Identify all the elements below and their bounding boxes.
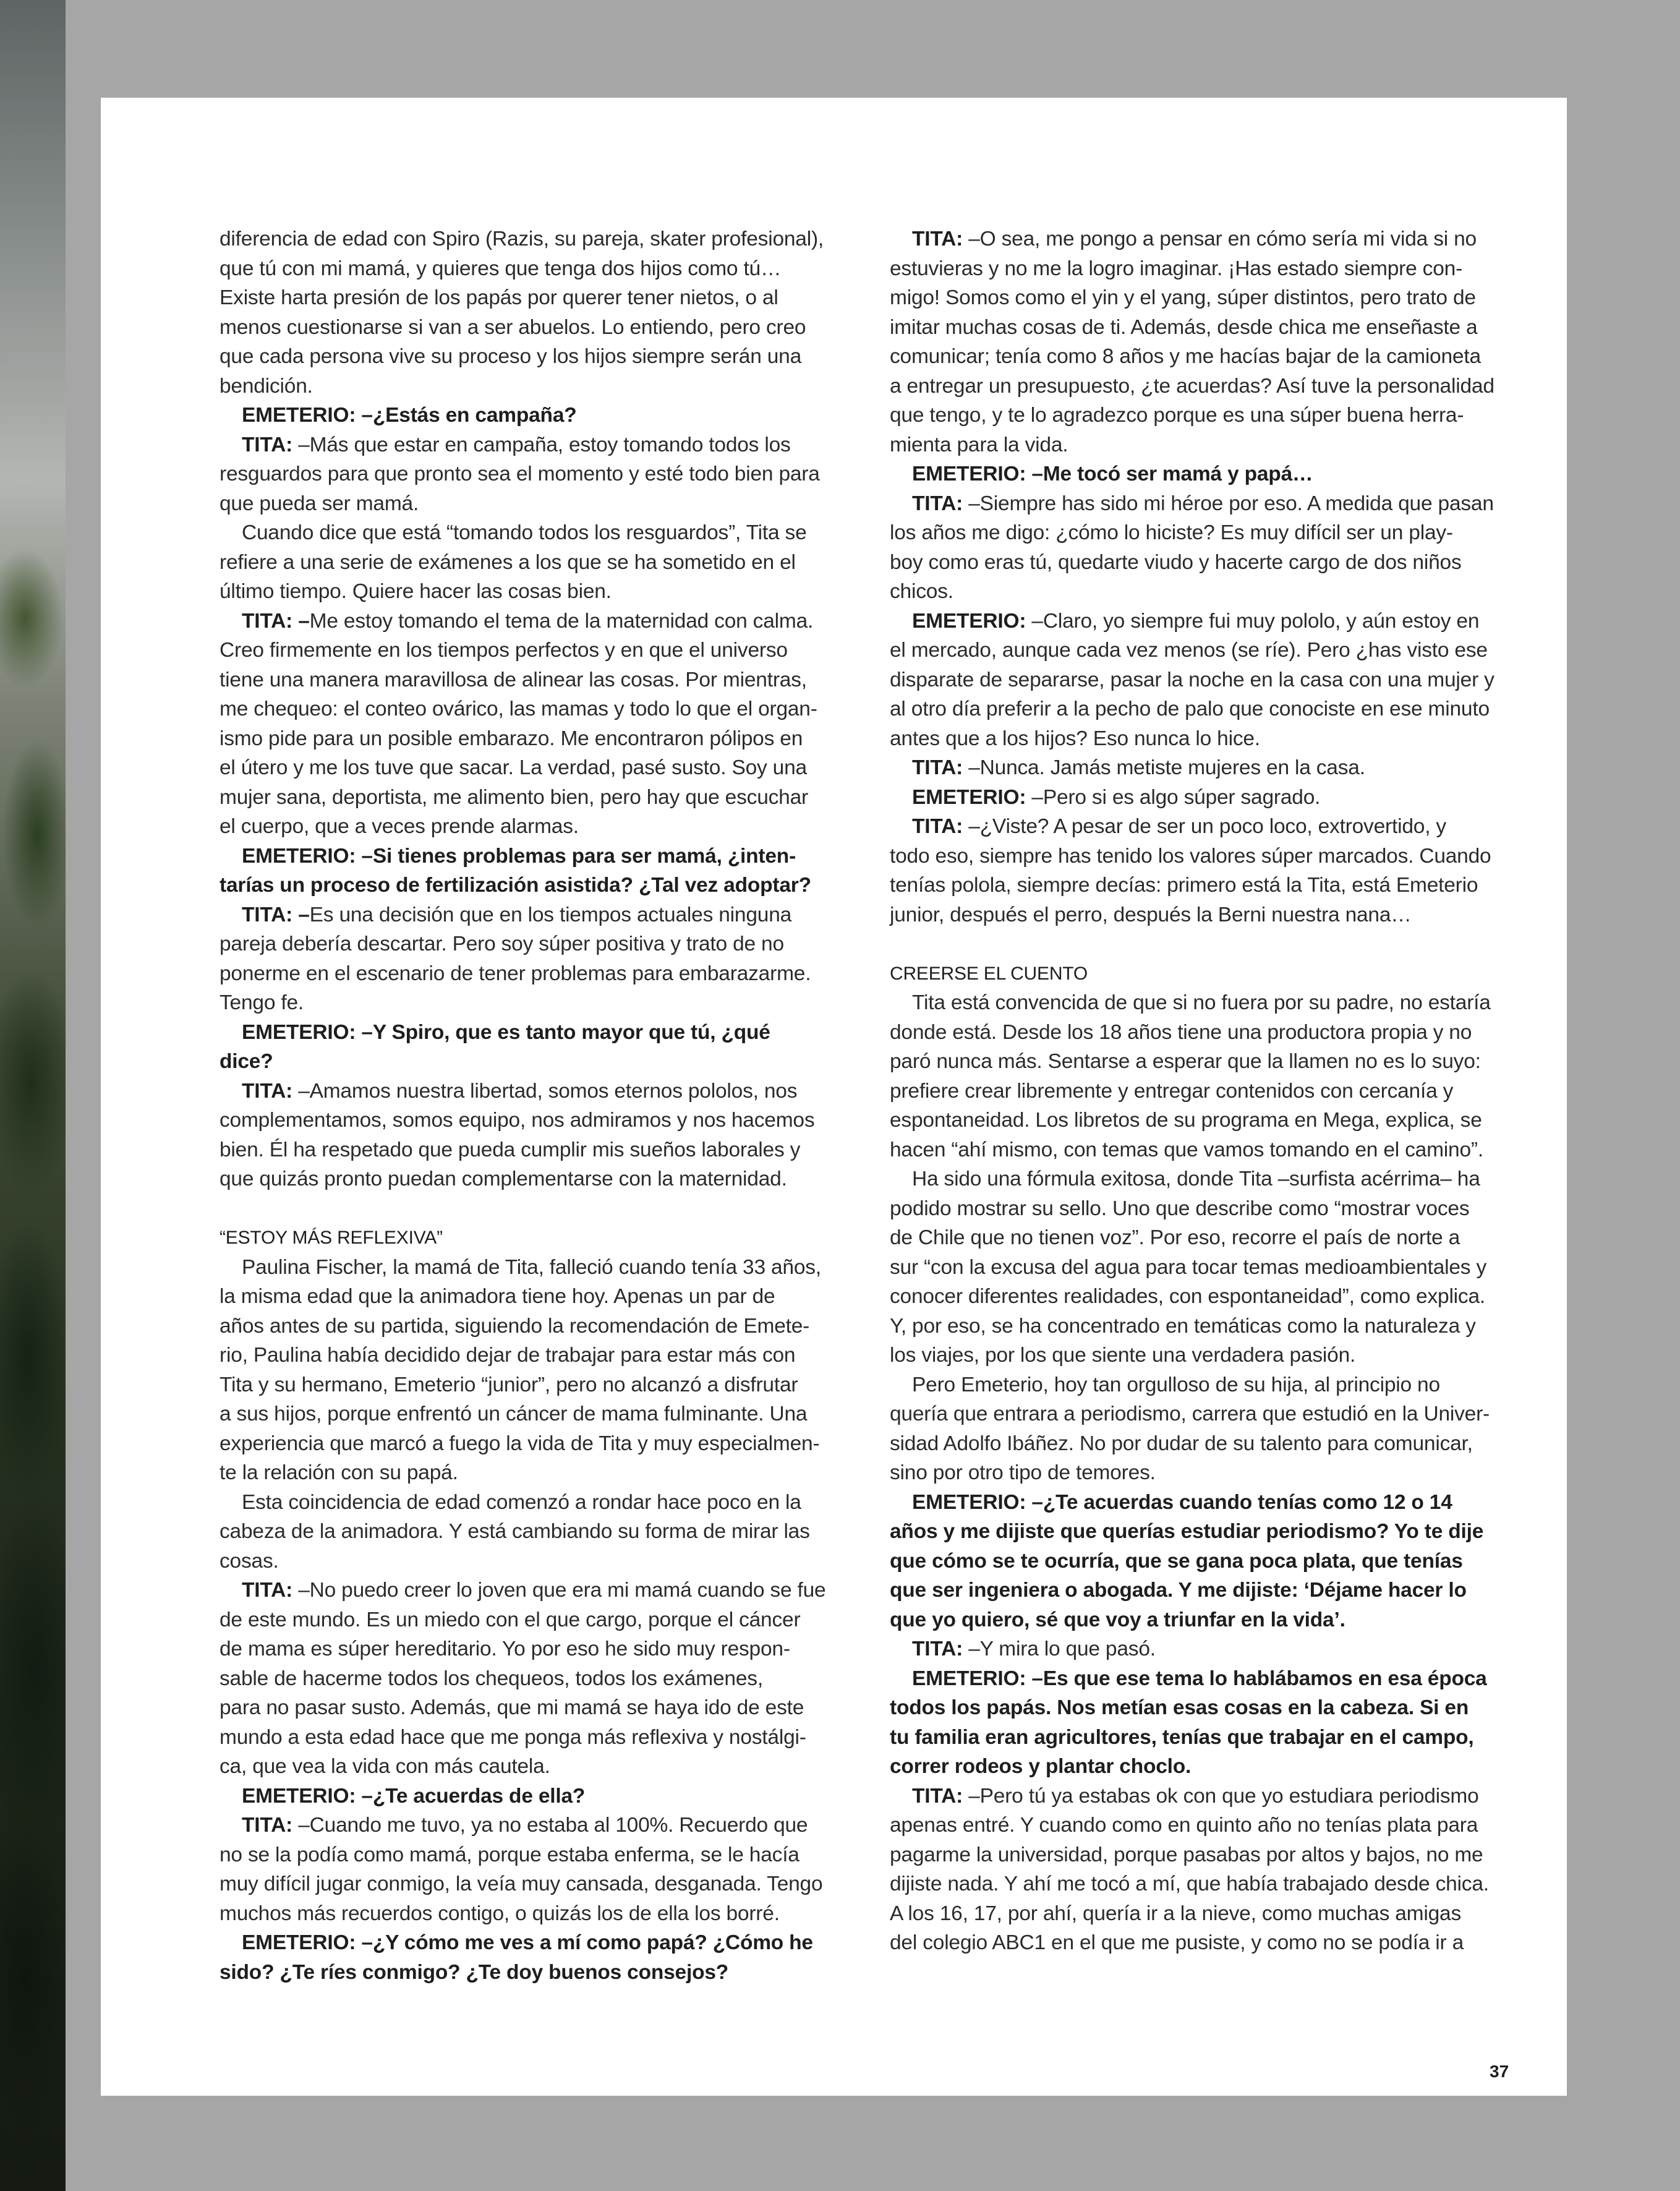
text-line [220,929,863,959]
line-text: a sus hijos, porque enfrentó un cáncer de mama fulminante. Una [220,1403,808,1425]
text-line [890,430,1540,460]
line-text: de mama es súper hereditario. Yo por eso he sido muy respon- [220,1638,790,1660]
line-text: estuvieras y no me la logro imaginar. ¡Has estado siempre con- [890,257,1463,280]
line-text: sidad Adolfo Ibáñez. No por dudar de su talento para comunicar, [890,1432,1473,1455]
text-line [220,1664,863,1694]
text-line [220,1370,863,1400]
line-text: tiene una manera maravillosa de alinear las cosas. Por mientras, [220,668,807,691]
line-text: –No puedo creer lo joven que era mi mamá cuando se fue [292,1579,826,1602]
text-line [890,1429,1540,1459]
line-text: que cada persona vive su proceso y los hijos siempre serán una [220,345,802,368]
text-line [890,1458,1540,1488]
line-text: que tú con mi mamá, y quieres que tenga dos hijos como tú… [220,257,782,280]
line-text: donde está. Desde los 18 años tiene una productora propia y no [890,1020,1472,1044]
text-line [890,1282,1540,1312]
text-line [890,1869,1540,1899]
text-line [220,518,863,548]
line-text: hacen “ahí mismo, con temas que vamos tomando en el camino”. [890,1138,1483,1161]
line-text: EMETERIO: –Si tienes problemas para ser mamá, ¿inten- [242,844,796,868]
line-text: espontaneidad. Los libretos de su programa en Mega, explica, se [890,1109,1482,1132]
text-line [220,1164,863,1194]
line-text: muy difícil jugar conmigo, la veía muy cansada, desganada. Tengo [220,1873,823,1895]
line-text: rio, Paulina había decidido dejar de trabajar para estar más con [220,1344,796,1367]
text-line [890,1194,1540,1224]
line-text: –Pero tú ya estabas ok con que yo estudiara periodismo [963,1784,1479,1808]
interview-question-line [890,459,1540,489]
line-text: Tita está convencida de que si no fuera por su padre, no estaría [912,991,1491,1014]
background-photo-strip [0,0,66,2191]
text-line [890,636,1540,665]
text-line [220,1605,863,1635]
line-text: –Claro, yo siempre fui muy pololo, y aún estoy en [1026,609,1480,633]
text-line [890,518,1540,548]
text-line [890,1634,1540,1664]
line-text: dijiste nada. Y ahí me tocó a mí, que había trabajado desde chica. [890,1873,1489,1895]
line-text: sido? ¿Te ríes conmigo? ¿Te doy buenos consejos? [220,1960,729,1984]
magazine-page [101,98,1567,2096]
text-line [220,1899,863,1929]
speaker-label: TITA: – [242,609,310,633]
line-text: cosas. [220,1549,279,1573]
text-line [220,430,863,460]
text-line [890,1840,1540,1870]
text-line [890,372,1540,401]
text-line [220,254,863,284]
speaker-label: TITA: [912,1784,963,1808]
line-text: te la relación con su papá. [220,1461,458,1484]
text-line [890,871,1540,900]
line-text: sino por otro tipo de temores. [890,1461,1156,1484]
text-line [890,1223,1540,1253]
text-line [890,577,1540,607]
line-text: Y, por eso, se ha concentrado en temáticas como la naturaleza y [890,1314,1476,1338]
speaker-label: EMETERIO: [912,785,1026,809]
line-text: –Y mira lo que pasó. [963,1638,1156,1660]
interview-question-line [220,842,863,871]
line-text: EMETERIO: –Y Spiro, que es tanto mayor que tú, ¿qué [242,1020,770,1044]
interview-question-line [890,1517,1540,1547]
line-text: quería que entrara a periodismo, carrera que estudió en la Univer- [890,1403,1490,1425]
line-text: cabeza de la animadora. Y está cambiando su forma de mirar las [220,1520,810,1543]
line-text: A los 16, 17, por ahí, quería ir a la nieve, como muchas amigas [890,1902,1462,1925]
text-line [890,254,1540,284]
line-text: el cuerpo, que a veces prende alarmas. [220,815,579,838]
line-text: me chequeo: el conteo ovárico, las mamas y todo lo que el organ- [220,698,817,720]
text-line [220,489,863,519]
line-text: –Siempre has sido mi héroe por eso. A medida que pasan [963,492,1494,515]
line-text: los viajes, por los que siente una verdadera pasión. [890,1344,1356,1367]
interview-question-line [220,1018,863,1048]
line-text: migo! Somos como el yin y el yang, súper distintos, pero trato de [890,286,1476,309]
line-text: del colegio ABC1 en el que me pusiste, y como no se podía ir a [890,1931,1464,1954]
text-line [220,724,863,754]
text-line [890,342,1540,372]
text-line [220,1253,863,1283]
text-line [220,1429,863,1459]
text-line [220,1811,863,1840]
text-line [220,812,863,842]
line-text: la misma edad que la animadora tiene hoy. Apenas un par de [220,1285,775,1308]
line-text: “ESTOY MÁS REFLEXIVA” [220,1228,443,1248]
line-text: boy como eras tú, quedarte viudo y hacerte cargo de dos niños [890,550,1462,574]
text-line [890,489,1540,519]
line-text: resguardos para que pronto sea el momento y esté todo bien para [220,463,820,485]
text-line [220,694,863,724]
line-text: pareja debería descartar. Pero soy súper positiva y trato de no [220,933,784,955]
speaker-label: TITA: – [242,903,310,926]
line-text: pagarme la universidad, porque pasabas por altos y bajos, no me [890,1843,1483,1866]
text-line [220,1458,863,1488]
line-text: de Chile que no tienen voz”. Por eso, recorre el país de norte a [890,1226,1460,1249]
line-text: dice? [220,1050,273,1073]
line-text: complementamos, somos equipo, nos admiramos y nos hacemos [220,1109,815,1132]
text-line [220,1517,863,1547]
line-text: mujer sana, deportista, me alimento bien, pero hay que escuchar [220,785,808,809]
text-line [890,1782,1540,1811]
speaker-label: TITA: [912,815,963,838]
line-text: Es una decisión que en los tiempos actuales ninguna [309,903,792,926]
interview-question-line [890,1723,1540,1753]
line-text: que yo quiero, sé que voy a triunfar en la vida’. [890,1608,1345,1631]
line-text: CREERSE EL CUENTO [890,963,1088,984]
line-text: Tita y su hermano, Emeterio “junior”, pero no alcanzó a disfrutar [220,1373,798,1396]
line-text: los años me digo: ¿cómo lo hiciste? Es muy difícil ser un play- [890,521,1453,544]
line-text: tarías un proceso de fertilización asistida? ¿Tal vez adoptar? [220,874,811,897]
interview-question-line [890,1488,1540,1518]
speaker-label: TITA: [242,1814,293,1837]
text-line [220,1752,863,1782]
line-text: EMETERIO: –¿Estás en campaña? [242,404,577,427]
line-text: Tengo fe. [220,991,304,1014]
text-line [890,812,1540,842]
text-line [220,459,863,489]
interview-question-line [890,1693,1540,1723]
text-line [220,283,863,313]
line-text: todos los papás. Nos metían esas cosas en la cabeza. Si en [890,1696,1469,1719]
line-text: que quizás pronto puedan complementarse con la maternidad. [220,1168,787,1190]
text-line [220,548,863,578]
interview-question-line [220,1928,863,1958]
line-text: años y me dijiste que querías estudiar periodismo? Yo te dije [890,1520,1484,1543]
interview-question-line [220,1782,863,1811]
line-text: podido mostrar su sello. Uno que describe como “mostrar voces [890,1197,1470,1220]
line-text: comunicar; tenía como 8 años y me hacías bajar de la camioneta [890,345,1481,368]
line-text: que pueda ser mamá. [220,492,419,515]
text-line [220,1547,863,1576]
line-text: que tengo, y te lo agradezco porque es una súper buena herra- [890,404,1464,427]
speaker-label: TITA: [912,1638,963,1660]
line-text: a entregar un presupuesto, ¿te acuerdas? Así tuve la personalidad [890,374,1495,398]
text-line [220,1399,863,1429]
text-line [890,607,1540,636]
text-line [220,988,863,1018]
line-text: que ser ingeniera o abogada. Y me dijiste: ‘Déjame hacer lo [890,1579,1467,1602]
line-text: tenías polola, siempre decías: primero está la Tita, está Emeterio [890,874,1478,897]
interview-question-line [220,1958,863,1988]
speaker-label: TITA: [242,1079,293,1103]
text-line [890,1341,1540,1370]
text-line [220,1869,863,1899]
line-text: paró nunca más. Sentarse a esperar que la llamen no es lo suyo: [890,1050,1481,1073]
line-text: –Pero si es algo súper sagrado. [1026,785,1321,809]
speaker-label: TITA: [912,492,963,515]
text-line [890,1106,1540,1135]
text-line [220,1106,863,1135]
text-line [890,1253,1540,1283]
text-line [890,1928,1540,1958]
line-text: –Cuando me tuvo, ya no estaba al 100%. Recuerdo que [292,1814,808,1837]
interview-question-line [220,871,863,900]
line-text: chicos. [890,580,953,603]
speaker-label: TITA: [912,756,963,779]
line-text: EMETERIO: –¿Y cómo me ves a mí como papá? ¿Cómo he [242,1931,813,1954]
interview-question-line [220,401,863,430]
line-text: Cuando dice que está “tomando todos los resguardos”, Tita se [242,521,807,544]
text-line [220,372,863,401]
speaker-label: EMETERIO: [912,609,1026,633]
text-line [890,313,1540,343]
page-number: 37 [1490,2062,1509,2081]
text-line [890,1811,1540,1840]
text-line [220,1341,863,1370]
text-line [220,1693,863,1723]
line-text: Esta coincidencia de edad comenzó a rondar hace poco en la [242,1490,801,1514]
text-line [220,1488,863,1518]
text-line [890,900,1540,930]
text-line [890,401,1540,430]
line-text: sable de hacerme todos los chequeos, todos los exámenes, [220,1667,763,1690]
text-line [890,1047,1540,1077]
line-text: menos cuestionarse si van a ser abuelos. Lo entiendo, pero creo [220,315,806,339]
text-line [220,900,863,930]
line-text: Me estoy tomando el tema de la maternidad con calma. [309,609,814,633]
line-text: el mercado, aunque cada vez menos (se ríe). Pero ¿has visto ese [890,639,1488,662]
text-line [890,783,1540,813]
text-line [220,959,863,989]
line-text: muchos más recuerdos contigo, o quizás los de ella los borré. [220,1902,780,1925]
line-text: sur “con la excusa del agua para tocar temas medioambientales y [890,1255,1487,1279]
line-text: todo eso, siempre has tenido los valores súper marcados. Cuando [890,844,1491,868]
text-line [220,1840,863,1870]
text-line [890,753,1540,783]
text-line [890,1312,1540,1341]
line-text: ponerme en el escenario de tener problemas para embarazarme. [220,962,811,985]
text-line [890,224,1540,254]
line-text: para no pasar susto. Además, que mi mamá se haya ido de este [220,1696,804,1719]
paragraph-gap [220,1194,863,1224]
line-text: mundo a esta edad hace que me ponga más reflexiva y nostálgi- [220,1725,806,1749]
line-text: bien. Él ha respetado que pueda cumplir mis sueños laborales y [220,1138,801,1161]
section-heading [220,1223,863,1253]
speaker-label: TITA: [242,1579,293,1602]
text-line [220,1723,863,1753]
text-line [890,1077,1540,1106]
section-heading [890,959,1540,989]
line-text: refiere a una serie de exámenes a los que se ha sometido en el [220,550,796,574]
line-text: no se la podía como mamá, porque estaba enferma, se le hacía [220,1843,799,1866]
line-text: EMETERIO: –¿Te acuerdas cuando tenías como 12 o 14 [912,1490,1452,1514]
line-text: Existe harta presión de los papás por querer tener nietos, o al [220,286,778,309]
text-line [220,224,863,254]
text-line [890,283,1540,313]
line-text: ca, que vea la vida con más cautela. [220,1755,550,1778]
line-text: –Amamos nuestra libertad, somos eternos pololos, nos [292,1079,798,1103]
line-text: –¿Viste? A pesar de ser un poco loco, extrovertido, y [963,815,1446,838]
text-line [890,1899,1540,1929]
line-text: prefiere crear libremente y entregar contenidos con cercanía y [890,1079,1454,1103]
text-line [220,783,863,813]
text-line [220,577,863,607]
line-text: Pero Emeterio, hoy tan orgulloso de su hija, al principio no [912,1373,1440,1396]
text-line [220,1634,863,1664]
text-line [220,1077,863,1106]
line-text: junior, después el perro, después la Berni nuestra nana… [890,903,1412,926]
line-text: al otro día preferir a la pecho de palo que conociste en ese minuto [890,698,1490,720]
text-line [220,342,863,372]
line-text: Ha sido una fórmula exitosa, donde Tita –surfista acérrima– ha [912,1168,1480,1190]
line-text: de este mundo. Es un miedo con el que cargo, porque el cáncer [220,1608,801,1631]
line-text: –Más que estar en campaña, estoy tomando todos los [292,433,791,456]
text-line [890,842,1540,871]
speaker-label: TITA: [912,228,963,250]
line-text: diferencia de edad con Spiro (Razis, su pareja, skater profesional), [220,228,824,250]
text-line [890,1399,1540,1429]
interview-question-line [220,1047,863,1077]
text-column-left [220,224,863,1987]
interview-question-line [890,1752,1540,1782]
line-text: EMETERIO: –Es que ese tema lo hablábamos en esa época [912,1667,1487,1690]
text-line [890,724,1540,754]
line-text: –O sea, me pongo a pensar en cómo sería mi vida si no [963,228,1477,250]
interview-question-line [890,1547,1540,1576]
text-line [890,1370,1540,1400]
line-text: que cómo se te ocurría, que se gana poca plata, que tenías [890,1549,1463,1573]
line-text: imitar muchas cosas de ti. Además, desde chica me enseñaste a [890,315,1478,339]
text-line [220,1312,863,1341]
line-text: bendición. [220,374,313,398]
line-text: disparate de separarse, pasar la noche en la casa con una mujer y [890,668,1495,691]
text-line [220,1135,863,1165]
line-text: EMETERIO: –¿Te acuerdas de ella? [242,1784,586,1808]
line-text: ismo pide para un posible embarazo. Me encontraron pólipos en [220,727,803,750]
text-line [890,694,1540,724]
speaker-label: TITA: [242,433,293,456]
interview-question-line [890,1605,1540,1635]
line-text: Creo firmemente en los tiempos perfectos y en que el universo [220,639,788,662]
line-text: antes que a los hijos? Eso nunca lo hice. [890,727,1260,750]
text-line [220,1576,863,1605]
line-text: conocer diferentes realidades, con espontaneidad”, como explica. [890,1285,1486,1308]
text-line [220,313,863,343]
text-line [890,1164,1540,1194]
text-line [890,548,1540,578]
text-line [890,665,1540,695]
text-line [890,988,1540,1018]
text-line [220,636,863,665]
line-text: experiencia que marcó a fuego la vida de Tita y muy especialmen- [220,1432,820,1455]
text-line [220,607,863,636]
line-text: mienta para la vida. [890,433,1068,456]
text-line [220,665,863,695]
line-text: años antes de su partida, siguiendo la recomendación de Emete- [220,1314,810,1338]
line-text: último tiempo. Quiere hacer las cosas bien. [220,580,612,603]
paragraph-gap [890,929,1540,959]
text-line [220,753,863,783]
text-line [220,1282,863,1312]
line-text: EMETERIO: –Me tocó ser mamá y papá… [912,463,1313,485]
line-text: Paulina Fischer, la mamá de Tita, falleció cuando tenía 33 años, [242,1255,821,1279]
text-column-right [890,224,1540,1958]
line-text: tu familia eran agricultores, tenías que trabajar en el campo, [890,1725,1474,1749]
line-text: –Nunca. Jamás metiste mujeres en la casa. [963,756,1365,779]
interview-question-line [890,1664,1540,1694]
text-line [890,1018,1540,1048]
interview-question-line [890,1576,1540,1605]
line-text: correr rodeos y plantar choclo. [890,1755,1192,1778]
line-text: el útero y me los tuve que sacar. La verdad, pasé susto. Soy una [220,756,807,779]
text-line [890,1135,1540,1165]
line-text: apenas entré. Y cuando como en quinto año no tenías plata para [890,1814,1478,1837]
